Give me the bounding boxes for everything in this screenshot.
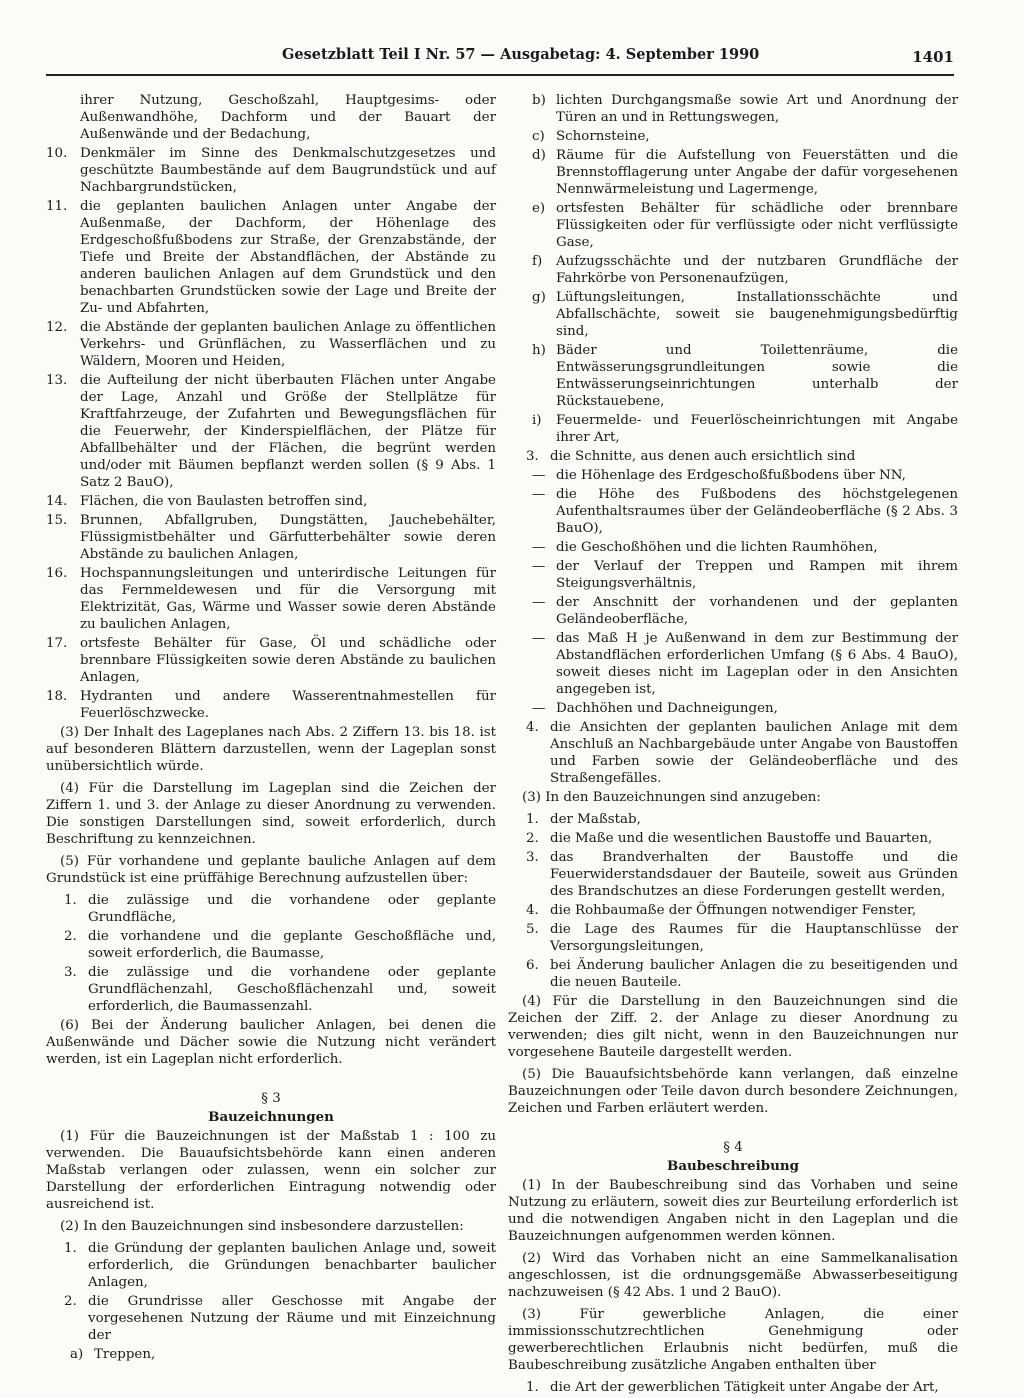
item-text: die Art der gewerblichen Tätigkeit unter Angabe der Art,: [550, 1380, 939, 1395]
dash-mark: —: [532, 595, 546, 610]
dash-mark: —: [532, 468, 546, 483]
item-text: Flächen, die von Baulasten betroffen sind,: [80, 494, 368, 509]
item-number: 10.: [46, 146, 68, 161]
item-text: der Verlauf der Treppen und Rampen mit ihrem Steigungsverhältnis,: [556, 559, 958, 591]
item-text: Denkmäler im Sinne des Denkmalschutzgesetzes und geschützte Baumbestände auf dem Baugrundstück und auf Nachbargrundstücken,: [80, 146, 496, 195]
list-item: [46, 635, 496, 686]
list-item: [508, 957, 958, 991]
sub-list-item: [508, 200, 958, 251]
dash-item: [508, 700, 958, 717]
item-number: 14.: [46, 494, 68, 509]
item-number: 3.: [64, 965, 77, 980]
paragraph: (5) Für vorhandene und geplante bauliche Anlagen auf dem Grundstück ist eine prüffähige Berechnung aufzustellen über:: [46, 854, 496, 886]
list-item: [508, 830, 958, 847]
paragraph: (2) In den Bauzeichnungen sind insbesondere darzustellen:: [60, 1219, 464, 1234]
item-text: das Brandverhalten der Baustoffe und die Feuerwiderstandsdauer der Bauteile, soweit aus Gründen des Brandschutzes an diese Forderungen gestellt werden,: [550, 850, 958, 899]
item-number: 2.: [526, 831, 539, 846]
item-number: 1.: [526, 1380, 539, 1395]
item-number: 18.: [46, 689, 68, 704]
item-text: die Höhe des Fußbodens des höchstgelegenen Aufenthaltsraumes über der Geländeoberfläche (§ 2 Abs. 3 BauO),: [556, 487, 958, 536]
item-letter: e): [532, 201, 546, 216]
paragraph: (6) Bei der Änderung baulicher Anlagen, bei denen die Außenwände und Dächer sowie die Nutzung nicht verändert werden, ist ein Lageplan nicht erforderlich.: [46, 1018, 496, 1067]
item-text: Treppen,: [94, 1347, 156, 1362]
item-text: lichten Durchgangsmaße sowie Art und Anordnung der Türen an und in Rettungswegen,: [556, 93, 958, 125]
list-item: [508, 921, 958, 955]
item-text: die Grundrisse aller Geschosse mit Angabe der vorgesehenen Nutzung der Räume und mit Einzeichnung der: [88, 1294, 496, 1343]
list-item: [46, 928, 496, 962]
item-text: das Maß H je Außenwand in dem zur Bestimmung der Abstandflächen erforderlichen Umfang (§ 6 Abs. 4 BauO), soweit dieses nicht im Lageplan oder in den Ansichten angegeben ist,: [556, 631, 958, 697]
dash-mark: —: [532, 487, 546, 502]
list-item: [508, 811, 958, 828]
list-item: [46, 964, 496, 1015]
item-text: die Schnitte, aus denen auch ersichtlich sind: [550, 449, 856, 464]
paragraph: (4) Für die Darstellung im Lageplan sind die Zeichen der Ziffern 1. und 3. der Anlage zu dieser Anordnung zu verwenden. Die sonstigen Darstellungen sind, soweit erforderlich, durch Beschriftung zu kennzeichnen.: [46, 781, 496, 847]
item-text: Bäder und Toilettenräume, die Entwässerungsgrundleitungen sowie die Entwässerungseinrichtungen unterhalb der Rückstauebene,: [556, 343, 958, 409]
dash-item: [508, 467, 958, 484]
list-item: [508, 902, 958, 919]
item-text: Hochspannungsleitungen und unterirdische Leitungen für das Fernmeldewesen und für die Versorgung mit Elektrizität, Gas, Wärme und Wasser sowie deren Abstände zu baulichen Anlagen,: [80, 566, 496, 632]
section-title: Baubeschreibung: [667, 1158, 799, 1174]
paragraph: (2) Wird das Vorhaben nicht an eine Sammelkanalisation angeschlossen, ist die ordnungsgemäße Abwasserbeseitigung nachzuweisen (§ 42 Abs. 1 und 2 BauO).: [508, 1251, 958, 1300]
list-item: [46, 319, 496, 370]
item-text: ortsfesten Behälter für schädliche oder brennbare Flüssigkeiten oder für verflüssigte oder nicht verflüssigte Gase,: [556, 201, 958, 250]
paragraph: (3) Für gewerbliche Anlagen, die einer immissionsschutzrechtlichen Genehmigung oder gewerberechtlichen Erlaubnis nicht bedürfen, muß die Baubeschreibung zusätzliche Angaben enthalten über: [508, 1307, 958, 1373]
left-column: [46, 92, 496, 1365]
continued-text: ihrer Nutzung, Geschoßzahl, Hauptgesims- oder Außenwandhöhe, Dachform und der Bauart der Außenwände und der Bedachung,: [80, 93, 496, 142]
item-number: 3.: [526, 850, 539, 865]
item-text: Räume für die Aufstellung von Feuerstätten und die Brennstofflagerung unter Angabe der dafür vorgesehenen Nennwärmeleistung und Lagermenge,: [556, 148, 958, 197]
dash-item: [508, 630, 958, 698]
item-number: 4.: [526, 903, 539, 918]
item-text: die Lage des Raumes für die Hauptanschlüsse der Versorgungsleitungen,: [550, 922, 958, 954]
list-item: [508, 1379, 958, 1396]
item-number: 2.: [64, 929, 77, 944]
item-text: ortsfeste Behälter für Gase, Öl und schädliche oder brennbare Flüssigkeiten sowie deren Abstände zu baulichen Anlagen,: [80, 636, 496, 685]
dash-item: [508, 486, 958, 537]
list-item: [508, 448, 958, 465]
item-letter: g): [532, 290, 546, 305]
list-item: [46, 892, 496, 926]
list-item: [508, 849, 958, 900]
item-letter: c): [532, 129, 545, 144]
section-title: Bauzeichnungen: [208, 1109, 334, 1125]
list-item: [46, 565, 496, 633]
item-text: Aufzugsschächte und der nutzbaren Grundfläche der Fahrkörbe von Personenaufzügen,: [556, 254, 958, 286]
item-letter: f): [532, 254, 543, 269]
item-text: die Gründung der geplanten baulichen Anlage und, soweit erforderlich, die Gründungen benachbarter baulicher Anlagen,: [88, 1241, 496, 1290]
sub-list-item: [508, 253, 958, 287]
sub-list-item: [508, 147, 958, 198]
sub-list-item: [508, 128, 958, 145]
dash-mark: —: [532, 559, 546, 574]
sub-list-item: [508, 412, 958, 446]
item-text: Lüftungsleitungen, Installationsschächte und Abfallschächte, soweit sie baugenehmigungsbedürftig sind,: [556, 290, 958, 339]
sub-list-item: [508, 342, 958, 410]
item-letter: d): [532, 148, 546, 163]
list-item: [46, 493, 496, 510]
paragraph: (5) Die Bauaufsichtsbehörde kann verlangen, daß einzelne Bauzeichnungen oder Teile davon durch besondere Zeichnungen, Zeichen und Farben erläutert werden.: [508, 1067, 958, 1116]
item-text: Feuermelde- und Feuerlöscheinrichtungen mit Angabe ihrer Art,: [556, 413, 958, 445]
dash-mark: —: [532, 701, 546, 716]
item-text: bei Änderung baulicher Anlagen die zu beseitigenden und die neuen Bauteile.: [550, 958, 958, 990]
list-item: [508, 719, 958, 787]
sub-list-item: [46, 1346, 496, 1363]
paragraph: (3) In den Bauzeichnungen sind anzugeben:: [522, 790, 821, 805]
item-text: die Ansichten der geplanten baulichen Anlage mit dem Anschluß an Nachbargebäude unter Angabe von Baustoffen und Farben sowie der Geländeoberfläche und des Straßengefälles.: [550, 720, 958, 786]
item-text: Dachhöhen und Dachneigungen,: [556, 701, 778, 716]
item-text: der Maßstab,: [550, 812, 641, 827]
item-number: 12.: [46, 320, 68, 335]
item-text: die Rohbaumaße der Öffnungen notwendiger Fenster,: [550, 903, 917, 918]
list-item: [46, 198, 496, 317]
item-text: die Höhenlage des Erdgeschoßfußbodens über NN,: [556, 468, 906, 483]
paragraph: (1) In der Baubeschreibung sind das Vorhaben und seine Nutzung zu erläutern, soweit dies zur Beurteilung erforderlich ist und die notwendigen Angaben nicht in den Lageplan und die Bauzeichnungen aufgenommen werden können.: [508, 1178, 958, 1244]
paragraph: (3) Der Inhalt des Lageplanes nach Abs. 2 Ziffern 13. bis 18. ist auf besonderen Blättern darzustellen, wenn der Lageplan sonst unübersichtlich würde.: [46, 725, 496, 774]
item-text: die Aufteilung der nicht überbauten Flächen unter Angabe der Lage, Anzahl und Größe der Stellplätze für Kraftfahrzeuge, der Zufahrten und Bewegungsflächen für die Feuerwehr, der Kinderspielflächen, der Plätze für Abfallbehälter und der Flächen, die begrünt werden und/oder mit Bäumen bepflanzt werden sollen (§ 9 Abs. 1 Satz 2 BauO),: [80, 373, 496, 490]
item-number: 16.: [46, 566, 68, 581]
page-header: [46, 46, 954, 76]
paragraph: (1) Für die Bauzeichnungen ist der Maßstab 1 : 100 zu verwenden. Die Bauaufsichtsbehörde kann einen anderen Maßstab verlangen oder zulassen, wenn ein solcher zur Darstellung der erforderlichen Eintragung notwendig oder ausreichend ist.: [46, 1129, 496, 1212]
item-number: 1.: [64, 893, 77, 908]
item-number: 4.: [526, 720, 539, 735]
page-number: 1401: [912, 48, 954, 66]
list-item: [46, 688, 496, 722]
list-item: [46, 1293, 496, 1344]
item-number: 1.: [64, 1241, 77, 1256]
right-column: [508, 92, 958, 1398]
list-item: [46, 1240, 496, 1291]
dash-item: [508, 558, 958, 592]
dash-item: [508, 539, 958, 556]
dash-item: [508, 594, 958, 628]
item-text: Schornsteine,: [556, 129, 650, 144]
dash-mark: —: [532, 631, 546, 646]
item-number: 13.: [46, 373, 68, 388]
header-title: Gesetzblatt Teil I Nr. 57 — Ausgabetag: 4. September 1990: [282, 46, 760, 63]
item-number: 17.: [46, 636, 68, 651]
item-text: Hydranten und andere Wasserentnahmestellen für Feuerlöschzwecke.: [80, 689, 496, 721]
item-text: die Abstände der geplanten baulichen Anlage zu öffentlichen Verkehrs- und Grünflächen, zu Wasserflächen und zu Wäldern, Mooren und Heiden,: [80, 320, 496, 369]
section-number: § 4: [723, 1140, 743, 1155]
sub-list-item: [508, 92, 958, 126]
item-number: 11.: [46, 199, 68, 214]
list-item: [46, 512, 496, 563]
item-text: Brunnen, Abfallgruben, Dungstätten, Jauchebehälter, Flüssigmistbehälter und Gärfutterbehälter sowie deren Abstände zu baulichen Anlagen,: [80, 513, 496, 562]
item-number: 6.: [526, 958, 539, 973]
section-number: § 3: [261, 1091, 281, 1106]
list-item: [46, 372, 496, 491]
item-number: 5.: [526, 922, 539, 937]
item-number: 15.: [46, 513, 68, 528]
list-item: [46, 145, 496, 196]
item-letter: h): [532, 343, 546, 358]
paragraph: (4) Für die Darstellung in den Bauzeichnungen sind die Zeichen der Ziff. 2. der Anlage zu dieser Anordnung zu verwenden; dies gilt nicht, wenn in den Bauzeichnungen nur vorgesehene Bauteile dargestellt werden.: [508, 994, 958, 1060]
item-text: die vorhandene und die geplante Geschoßfläche und, soweit erforderlich, die Baumasse,: [88, 929, 496, 961]
item-text: die geplanten baulichen Anlagen unter Angabe der Außenmaße, der Dachform, der Höhenlage des Erdgeschoßfußbodens zur Straße, der Grenzabstände, der Tiefe und Breite der Abstandflächen, der Abstände zu anderen baulichen Anlagen auf dem Grundstück und den benachbarten Grundstücken sowie der Lage und Breite der Zu- und Abfahrten,: [80, 199, 496, 316]
item-text: der Anschnitt der vorhandenen und der geplanten Geländeoberfläche,: [556, 595, 958, 627]
item-letter: b): [532, 93, 546, 108]
sub-list-item: [508, 289, 958, 340]
item-text: die zulässige und die vorhandene oder geplante Grundfläche,: [88, 893, 496, 925]
item-text: die zulässige und die vorhandene oder geplante Grundflächenzahl, Geschoßflächenzahl und, soweit erforderlich, die Baumassenzahl.: [88, 965, 496, 1014]
item-text: die Maße und die wesentlichen Baustoffe und Bauarten,: [550, 831, 933, 846]
item-number: 3.: [526, 449, 539, 464]
item-text: die Geschoßhöhen und die lichten Raumhöhen,: [556, 540, 878, 555]
dash-mark: —: [532, 540, 546, 555]
item-letter: i): [532, 413, 542, 428]
item-number: 1.: [526, 812, 539, 827]
item-number: 2.: [64, 1294, 77, 1309]
item-letter: a): [70, 1347, 84, 1362]
